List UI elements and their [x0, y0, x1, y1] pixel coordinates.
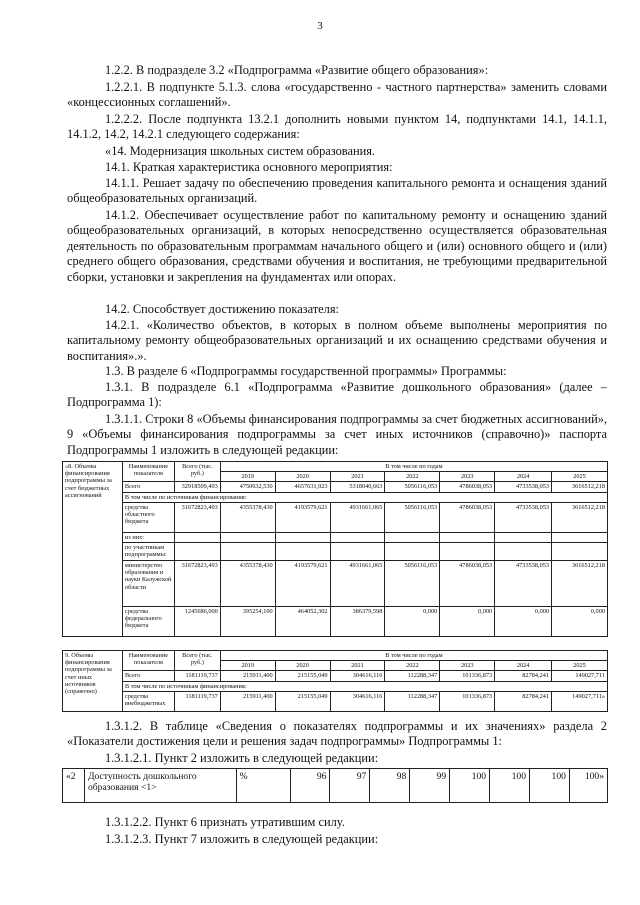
indicator-number: «2: [63, 769, 85, 803]
year-cell: 2020: [275, 661, 330, 671]
header-name: Наименование показателя: [122, 462, 174, 482]
paragraph-14: «14. Модернизация школьных систем образования.: [105, 144, 376, 158]
paragraph-1-2-2-1: 1.2.2.1. В подпункте 5.1.3. слова «государственно - частного партнерства» заменить словами «концессионных соглашений».: [67, 80, 607, 110]
year-cell: 2024: [495, 472, 552, 482]
financing-table-other: [62, 650, 608, 712]
indicator-name: Доступность дошкольного образования <1>: [84, 769, 236, 803]
indicator-table: [62, 768, 608, 803]
paragraph-1-3: 1.3. В разделе 6 «Подпрограммы государственной программы» Программы:: [105, 364, 507, 378]
paragraph-14-2: 14.2. Способствует достижению показателя:: [105, 302, 339, 316]
table-row: Всего 32918509,493 4750632,530 4657631,923 5318040,663 5056116,053 4786038,053 4733538,053 3616512,218: [63, 482, 608, 492]
header-total: Всего (тыс. руб.): [174, 651, 220, 671]
paragraph-14-1: 14.1. Краткая характеристика основного мероприятия:: [105, 160, 393, 174]
paragraph-1-3-1-2-1: 1.3.1.2.1. Пункт 2 изложить в следующей редакции:: [105, 751, 379, 765]
year-cell: 2019: [220, 472, 275, 482]
paragraph-14-1-2: 14.1.2. Обеспечивает осуществление работ по капитальному ремонту и оснащению зданий общеобразовательных организаций, в которых непосредственно осуществляется образовательная деятельность по образовательным программам начального общего и (или) основного общего и (или) среднего общего образования, средствами обучения и воспитания, не требующими предварительной сборки, установки и закрепления на фундаментах или опорах.: [67, 208, 607, 284]
paragraph-1-2-2-2: 1.2.2.2. После подпункта 13.2.1 дополнить новыми пунктом 14, подпунктами 14.1, 14.1.1, 14.1.2, 14.2, 14.2.1 следующего содержания:: [67, 112, 607, 142]
table-row: средства областного бюджета 31672823,493 4355378,430 4193579,621 4931661,065 5056116,053 4786038,053 4733538,053 3616512,218: [63, 502, 608, 532]
year-cell: 2025: [552, 472, 608, 482]
paragraph-1-3-1-2-3: 1.3.1.2.3. Пункт 7 изложить в следующей редакции:: [105, 832, 379, 846]
year-cell: 2022: [385, 472, 440, 482]
row-8-label: «8. Объемы финансирования подпрограммы за счет бюджетных ассигнований: [63, 462, 123, 637]
year-cell: 2020: [275, 472, 330, 482]
year-cell: 2022: [385, 661, 440, 671]
paragraph-1-3-1-1: 1.3.1.1. Строки 8 «Объемы финансирования подпрограммы за счет бюджетных ассигнований», 9 «Объемы финансирования подпрограммы за счет иных источников (справочно)» паспорта Подпрограммы 1 изложить в следующей редакции:: [67, 412, 607, 457]
year-cell: 2025: [552, 661, 608, 671]
table-row: «2 Доступность дошкольного образования <1> % 96 97 98 99 100 100 100 100»: [63, 769, 608, 803]
year-cell: 2021: [330, 472, 385, 482]
year-cell: 2023: [440, 661, 495, 671]
table-row: из них:: [63, 532, 608, 542]
row-9-label: 9. Объемы финансирования подпрограммы за счет иных источников (справочно): [63, 651, 123, 712]
table-row: министерство образования и науки Калужской области 31672823,493 4355378,430 4193579,621 4931661,065 5056116,053 4786038,053 4733538,053 3616512,218: [63, 561, 608, 607]
financing-table-budget: [62, 461, 608, 637]
paragraph-14-1-1: 14.1.1. Решает задачу по обеспечению проведения капитального ремонта и оснащения зданий общеобразовательных организаций.: [67, 176, 607, 206]
table-row: средства внебюджетных 1181119,737 215911,400 215155,049 304616,116 112288,347 101336,873 82784,241 149027,711»: [63, 691, 608, 711]
table-row: В том числе по источникам финансирования:: [63, 681, 608, 691]
header-years: В том числе по годам: [220, 651, 607, 661]
paragraph-1-3-1-2-2: 1.3.1.2.2. Пункт 6 признать утратившим силу.: [105, 815, 345, 829]
paragraph-14-2-1: 14.2.1. «Количество объектов, в которых в полном объеме выполнены мероприятия по капитальному ремонту общеобразовательных организаций и их оснащению средствами обучения и воспитания».».: [67, 318, 607, 363]
year-cell: 2021: [330, 661, 385, 671]
page-number: 3: [317, 20, 323, 32]
paragraph-1-3-1: 1.3.1. В подразделе 6.1 «Подпрограмма «Развитие дошкольного образования» (далее – Подпрограмма 1):: [67, 380, 607, 410]
header-years: В том числе по годам: [220, 462, 607, 472]
table-row: средства федерального бюджета 1245686,000 395254,100 464052,302 386379,598 0,000 0,000 0,000 0,000: [63, 607, 608, 637]
indicator-unit: %: [236, 769, 290, 803]
header-name: Наименование показателя: [122, 651, 174, 671]
table-row: Всего 1181119,737 215911,400 215155,049 304616,116 112288,347 101336,873 82784,241 149027,711: [63, 671, 608, 681]
paragraph-1-2-2: 1.2.2. В подразделе 3.2 «Подпрограмма «Развитие общего образования»:: [105, 63, 489, 77]
year-cell: 2023: [440, 472, 495, 482]
table-row: по участникам подпрограммы:: [63, 543, 608, 561]
table-row: В том числе по источникам финансирования:: [63, 492, 608, 502]
year-cell: 2024: [495, 661, 552, 671]
header-total: Всего (тыс. руб.): [174, 462, 220, 482]
year-cell: 2019: [220, 661, 275, 671]
paragraph-1-3-1-2: 1.3.1.2. В таблице «Сведения о показателях подпрограммы и их значениях» раздела 2 «Показатели достижения цели и решения задач подпрограммы» Подпрограммы 1:: [67, 719, 607, 749]
